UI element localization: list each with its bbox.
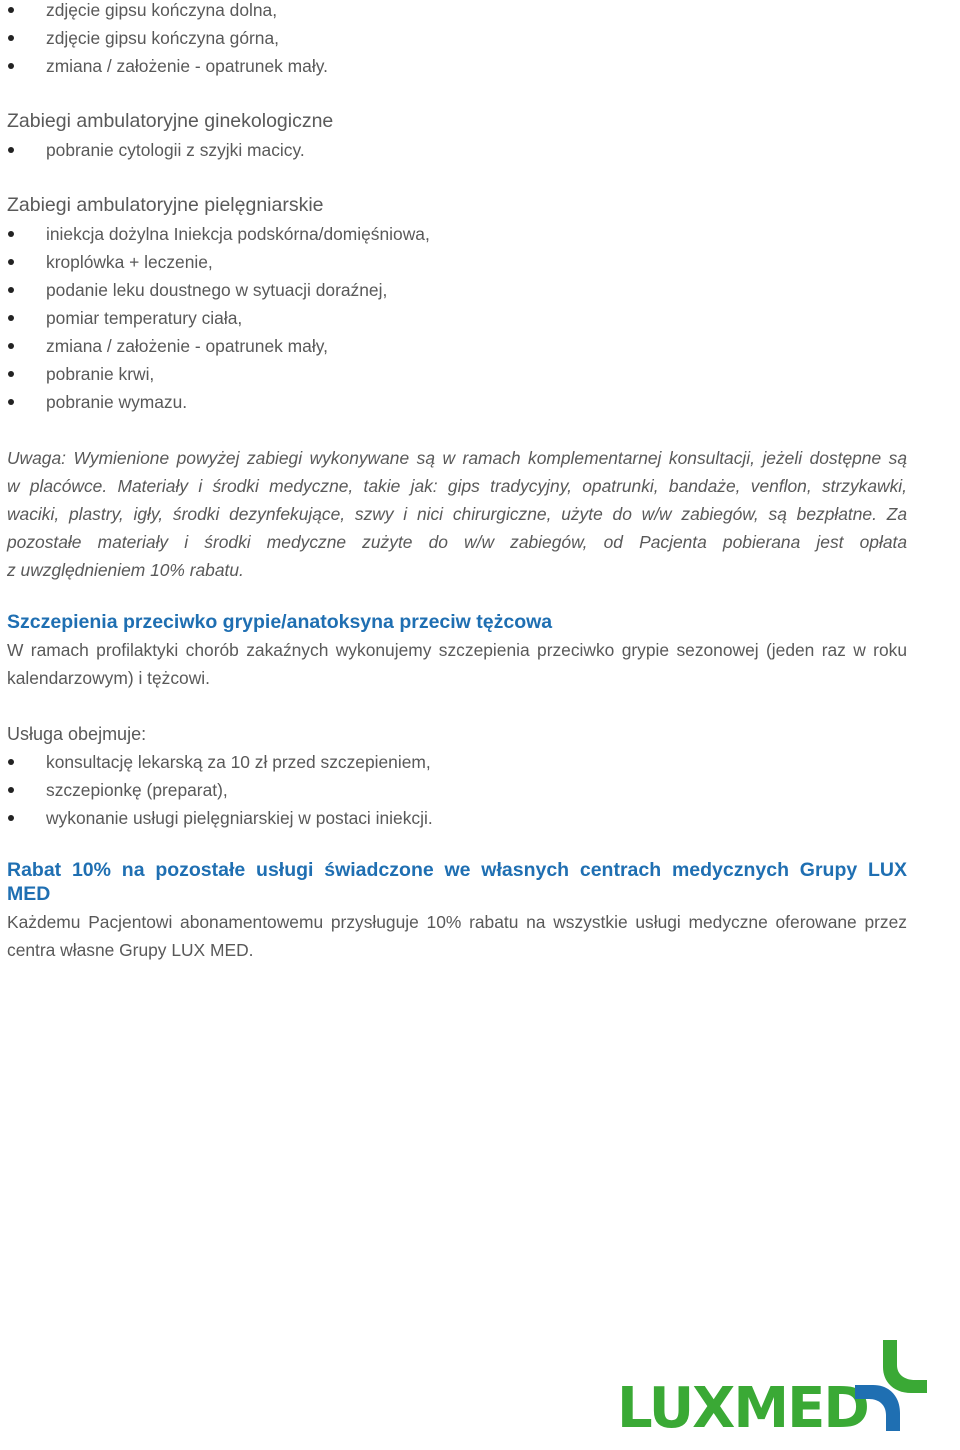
section-heading-discount-cont: MED <box>7 883 51 905</box>
list-item: iniekcja dożylna Iniekcja podskórna/domięśniowa, <box>46 224 430 244</box>
list-item: pobranie krwi, <box>46 364 155 384</box>
section-heading-gynecology: Zabiegi ambulatoryjne ginekologiczne <box>7 110 334 132</box>
bullet <box>8 231 14 237</box>
luxmed-logo <box>615 1335 930 1435</box>
list-item: szczepionkę (preparat), <box>46 780 228 800</box>
paragraph-line: W ramach profilaktyki chorób zakaźnych wykonujemy szczepienia przeciwko grypie sezonowej (jeden raz w roku <box>7 640 907 660</box>
list-item: zdjęcie gipsu kończyna górna, <box>46 28 279 48</box>
bullet <box>8 759 14 765</box>
bullet <box>8 815 14 821</box>
paragraph-line: centra własne Grupy LUX MED. <box>7 940 254 960</box>
bullet <box>8 371 14 377</box>
bullet <box>8 315 14 321</box>
bullet <box>8 343 14 349</box>
bullet <box>8 147 14 153</box>
bullet <box>8 787 14 793</box>
list-item: konsultację lekarską za 10 zł przed szczepieniem, <box>46 752 431 772</box>
list-item: zmiana / założenie - opatrunek mały, <box>46 336 328 356</box>
section-heading-vaccines: Szczepienia przeciwko grypie/anatoksyna przeciw tężcowa <box>7 611 553 633</box>
section-heading-nursing: Zabiegi ambulatoryjne pielęgniarskie <box>7 194 324 216</box>
bullet <box>8 35 14 41</box>
section-heading-discount: Rabat 10% na pozostałe usługi świadczone we własnych centrach medycznych Grupy LUX <box>7 859 907 881</box>
includes-heading: Usługa obejmuje: <box>7 724 147 744</box>
list-item: pobranie wymazu. <box>46 392 188 412</box>
list-item: zmiana / założenie - opatrunek mały. <box>46 56 328 76</box>
list-item: pobranie cytologii z szyjki macicy. <box>46 140 305 160</box>
paragraph-line: kalendarzowym) i tężcowi. <box>7 668 210 688</box>
list-item: zdjęcie gipsu kończyna dolna, <box>46 0 278 20</box>
note-line: waciki, plastry, igły, środki dezynfekujące, szwy i nici chirurgiczne, użyte do w/w zabiegów, są bezpłatne. Za <box>7 504 907 524</box>
bullet <box>8 63 14 69</box>
note-line: Uwaga: Wymienione powyżej zabiegi wykonywane są w ramach komplementarnej konsultacji, jeżeli dostępne są <box>7 448 907 468</box>
list-item: pomiar temperatury ciała, <box>46 308 243 328</box>
list-item: podanie leku doustnego w sytuacji doraźnej, <box>46 280 388 300</box>
note-line: pozostałe materiały i środki medyczne zużyte do w/w zabiegów, od Pacjenta pobierana jest opłata <box>7 532 907 552</box>
logo-wordmark: LUXMED <box>617 1376 868 1435</box>
note-line: w placówce. Materiały i środki medyczne, takie jak: gips tradycyjny, opatrunki, bandaże, venflon, strzykawki, <box>7 476 907 496</box>
bullet <box>8 287 14 293</box>
list-item: kroplówka + leczenie, <box>46 252 213 272</box>
note-line: z uwzględnieniem 10% rabatu. <box>7 560 244 580</box>
paragraph-line: Każdemu Pacjentowi abonamentowemu przysługuje 10% rabatu na wszystkie usługi medyczne oferowane przez <box>7 912 907 932</box>
list-item: wykonanie usługi pielęgniarskiej w postaci iniekcji. <box>46 808 433 828</box>
bullet <box>8 399 14 405</box>
bullet <box>8 259 14 265</box>
bullet <box>8 7 14 13</box>
